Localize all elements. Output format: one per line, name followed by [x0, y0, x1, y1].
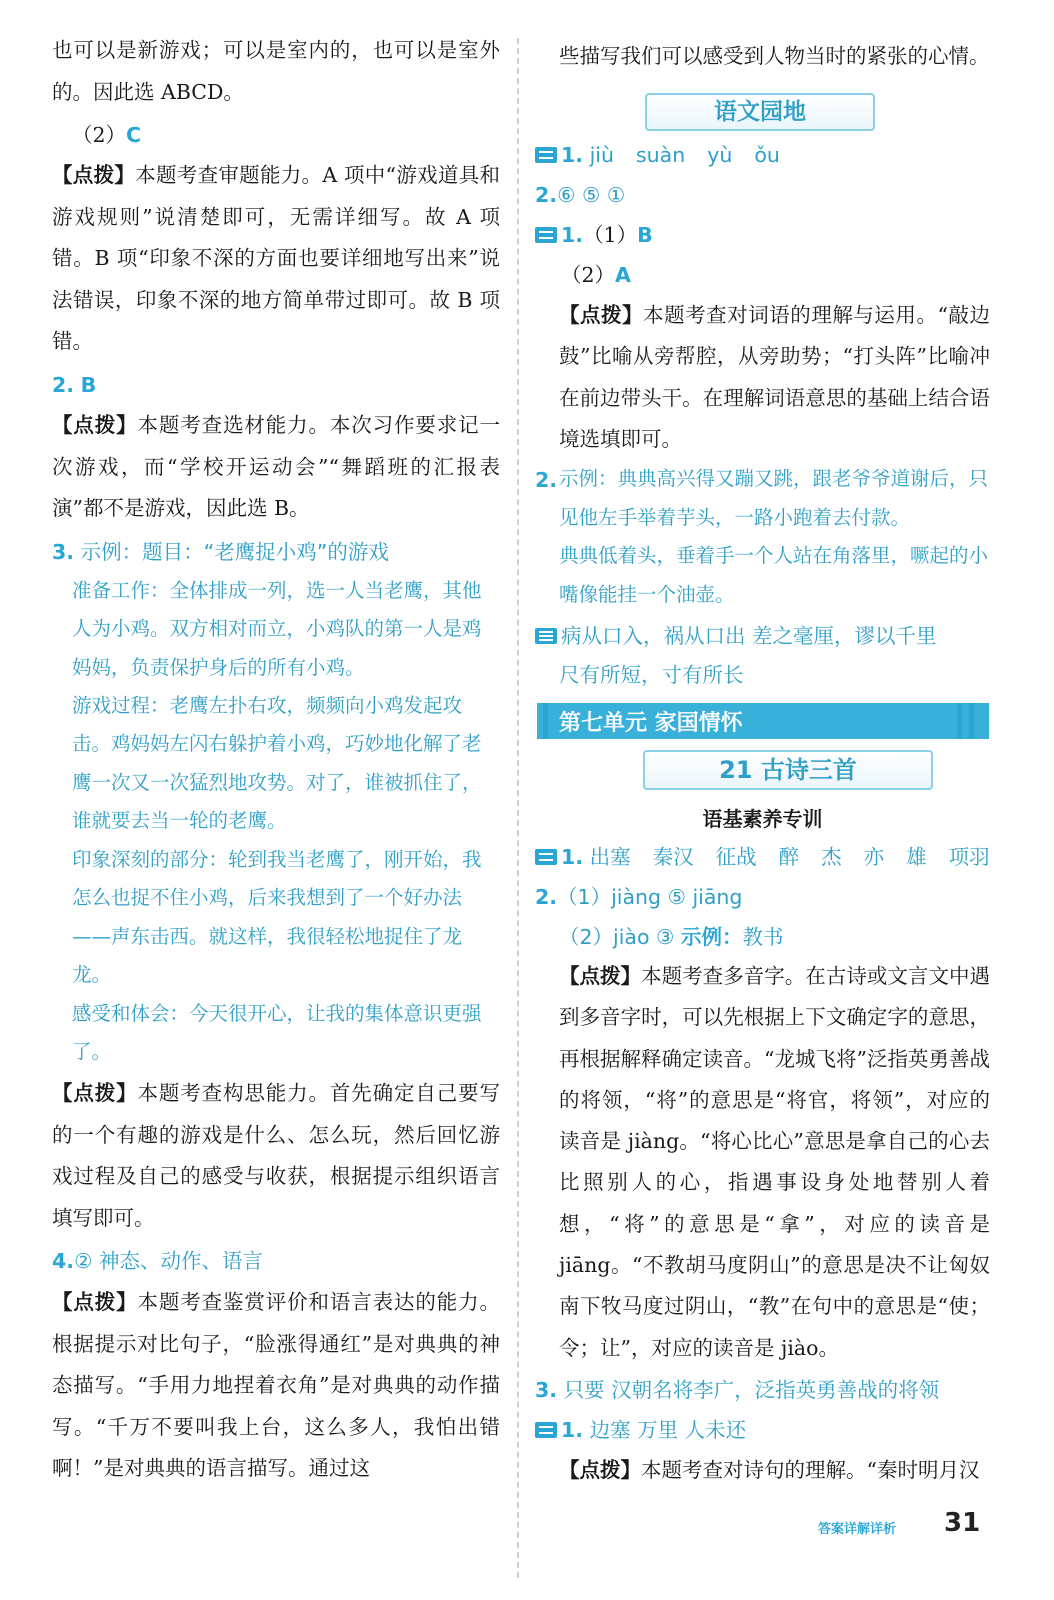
- section-2-item-1b: （2）A: [561, 263, 631, 287]
- paragraph: 些描写我们可以感受到人物当时的紧张的心情。: [559, 44, 990, 68]
- answer-para-2: 游戏过程：老鹰左扑右攻，频频向小鸡发起攻击。鸡妈妈左闪右躲护着小鸡，巧妙地化解了老鹰一次又一次猛烈地攻势。对了，谁被抓住了，谁就要去当一轮的老鹰。: [72, 694, 482, 833]
- answer-2-2: （2）C: [72, 123, 142, 147]
- train-item-2b: （2）jiào ③ 示例：教书: [559, 925, 784, 949]
- note-1: 【点拨】本题考查对词语的理解与运用。“敲边鼓”比喻从旁帮腔，从旁助势；“打头阵”比喻冲在前边带头干。在理解词语意思的基础上结合语境选填即可。: [559, 303, 991, 451]
- banner-stripe: [969, 703, 974, 739]
- question-3: 3. 示例：题目：“老鹰捉小鸡”的游戏: [52, 540, 389, 564]
- section-3: 病从口入，祸从口出 差之毫厘，谬以千里: [535, 622, 937, 650]
- section-2-item-2: 2.: [535, 468, 558, 492]
- section-one-icon: [535, 147, 557, 163]
- train-item-1: 1. 出塞 秦汉 征战 醉 杰 亦 雄 项羽: [535, 843, 990, 871]
- answer-para-4: 感受和体会：今天很开心，让我的集体意识更强了。: [72, 1002, 482, 1064]
- answer-para-3: 印象深刻的部分：轮到我当老鹰了，刚开始，我怎么也捉不住小鸡，后来我想到了一个好办法——声东击西。就这样，我很轻松地捉住了龙龙。: [72, 848, 482, 987]
- train-item-3: 3. 只要 汉朝名将李广，泛指英勇善战的将领: [535, 1378, 940, 1402]
- section-title-yuwen-yuandi: 语文园地: [645, 93, 875, 131]
- section-two-icon: [535, 1422, 557, 1438]
- page-number: 31: [944, 1508, 981, 1538]
- note-3: 【点拨】本题考查构思能力。首先确定自己要写的一个有趣的游戏是什么、怎么玩，然后回忆游戏过程及自己的感受与收获，根据提示组织语言填写即可。: [52, 1081, 500, 1230]
- unit-title: 第七单元 家国情怀: [559, 711, 743, 736]
- lesson-title: 21 古诗三首: [643, 750, 933, 790]
- answer-text-2: 典典低着头，垂着手一个人站在角落里，噘起的小嘴像能挂一个油壶。: [559, 544, 989, 606]
- paragraph: 也可以是新游戏；可以是室内的，也可以是室外的。因此选 ABCD。: [52, 38, 500, 104]
- section-1-item-2: 2.⑥ ⑤ ①: [535, 183, 626, 207]
- answer-text-1: 示例：典典高兴得又蹦又跳，跟老爷爷道谢后，只见他左手举着芋头，一路小跑着去付款。: [559, 467, 989, 529]
- section-2-item-1-poem: 1. 边塞 万里 人未还: [535, 1416, 746, 1444]
- note-4: 【点拨】本题考查鉴赏评价和语言表达的能力。根据提示对比句子，“脸涨得通红”是对典典的神态描写。“手用力地捏着衣角”是对典典的动作描写。“千万不要叫我上台，这么多人，我怕出错啊！”是对典典的语言描写。通过这: [52, 1290, 500, 1481]
- section-one-icon: [535, 849, 557, 865]
- train-item-2: 2.（1）jiàng ⑤ jiāng: [535, 885, 743, 909]
- question-4: 4.② 神态、动作、语言: [52, 1249, 263, 1273]
- note-2: 【点拨】本题考查选材能力。本次习作要求记一次游戏，而“学校开运动会”“舞蹈班的汇报表演”都不是游戏，因此选 B。: [52, 413, 500, 521]
- section-three-icon: [535, 628, 557, 644]
- question-2: 2. B: [52, 373, 97, 397]
- answer-para-1: 准备工作：全体排成一列，选一人当老鹰，其他人为小鸡。双方相对而立，小鸡队的第一人是鸡妈妈，负责保护身后的所有小鸡。: [72, 579, 482, 679]
- note-1: 【点拨】本题考查审题能力。A 项中“游戏道具和游戏规则”说清楚即可，无需详细写。故 A 项错。B 项“印象不深的方面也要详细地写出来”说法错误，印象不深的地方简单带过即可。故 B 项错。: [52, 163, 500, 354]
- section-1-item-1: 1. jiù suàn yù ǒu: [535, 141, 802, 169]
- banner-stripe: [543, 703, 548, 739]
- section-2-item-1: 1.（1）B: [535, 221, 653, 249]
- note-3: 【点拨】本题考查对诗句的理解。“秦时明月汉: [559, 1458, 980, 1482]
- footer-label: 答案详解详析: [818, 1522, 897, 1537]
- unit-banner: [537, 703, 989, 739]
- section-two-icon: [535, 227, 557, 243]
- column-divider: [517, 38, 519, 1578]
- note-2: 【点拨】本题考查多音字。在古诗或文言文中遇到多音字时，可以先根据上下文确定字的意思，再根据解释确定读音。“龙城飞将”泛指英勇善战的将领，“将”的意思是“将官，将领”，对应的读音是 jiàng。“将心比心”意思是拿自己的心去比照别人的心，指遇事设身处地替别人着想，“将”的意思是“拿”，对应的读音是 jiāng。“不教胡马度阴山”的意思是决不让匈奴南下牧马度过阴山，“教”在句中的意思是“使；令；让”，对应的读音是 jiào。: [559, 964, 991, 1360]
- section-3-line2: 尺有所短，寸有所长: [559, 663, 744, 687]
- subsection-heading: 语基素养专训: [702, 807, 823, 831]
- banner-stripe: [957, 703, 962, 739]
